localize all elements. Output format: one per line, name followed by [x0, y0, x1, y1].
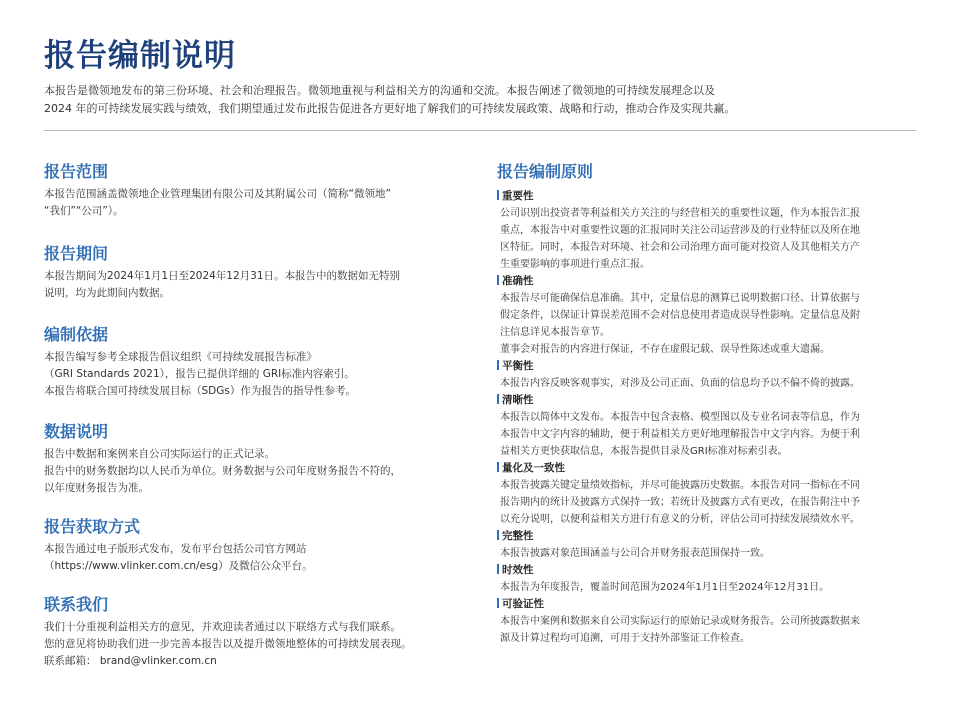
section-line: “我们”“公司”）。 — [44, 205, 124, 217]
principle-line: 本报告为年度报告，覆盖时间范围为2024年1月1日至2024年12月31日。 — [500, 582, 830, 593]
principle-name: 完整性 — [502, 530, 534, 542]
section-body — [44, 349, 474, 400]
principle-name: 平衡性 — [502, 360, 534, 372]
intro-paragraph — [44, 82, 924, 118]
section-period — [44, 244, 474, 302]
principle-name: 量化及一致性 — [502, 462, 565, 474]
section-line: 您的意见将协助我们进一步完善本报告以及提升微领地整体的可持续发展表现。 — [44, 638, 412, 650]
principle-line: 公司识别出投资者等利益相关方关注的与经营相关的重要性议题，作为本报告汇报 — [500, 208, 860, 219]
principle-body — [497, 613, 922, 647]
section-title: 报告获取方式 — [44, 517, 141, 536]
principle-accuracy — [497, 273, 922, 358]
principles-title: 报告编制原则 — [497, 162, 594, 181]
section-line[interactable]: 联系邮箱： brand@vlinker.com.cn — [44, 655, 217, 667]
section-body — [44, 446, 474, 497]
principle-line: 本报告中案例和数据来自公司实际运行的原始记录或财务报告。公司所披露数据来 — [500, 616, 860, 627]
principle-line: 重点，本报告中对重要性议题的汇报同时关注公司运营涉及的行业特征以及所在地 — [500, 225, 860, 236]
principle-line: 源及计算过程均可追溯，可用于支持外部鉴证工作检查。 — [500, 633, 750, 644]
section-line: 本报告通过电子版形式发布，发布平台包括公司官方网站 — [44, 543, 307, 555]
principle-line: 区特征。同时，本报告对环境、社会和公司治理方面可能对投资人及其他相关方产 — [500, 242, 860, 253]
principle-line: 报告期内的统计及披露方式保持一致；若统计及披露方式有更改，在报告附注中予 — [500, 497, 860, 508]
principle-timeliness — [497, 562, 922, 596]
section-contact — [44, 595, 474, 670]
section-title: 报告期间 — [44, 244, 109, 263]
accent-bar — [497, 394, 499, 404]
principle-name: 准确性 — [502, 275, 534, 287]
principle-line: 董事会对报告的内容进行保证，不存在虚假记载、误导性陈述或重大遗漏。 — [500, 344, 830, 355]
principle-line: 本报告以简体中文发布。本报告中包含表格、模型图以及专业名词表等信息，作为 — [500, 412, 860, 423]
accent-bar — [497, 598, 499, 608]
principle-body — [497, 579, 922, 596]
section-title: 编制依据 — [44, 325, 109, 344]
section-body — [44, 186, 474, 220]
section-line: 报告中的财务数据均以人民币为单位。财务数据与公司年度财务报告不符的， — [44, 465, 401, 477]
section-line: （https://www.vlinker.com.cn/esg）及微信公众平台。 — [44, 560, 313, 572]
section-line: 以年度财务报告为准。 — [44, 482, 149, 494]
principle-line: 本报告尽可能确保信息准确。其中，定量信息的测算已说明数据口径、计算依据与 — [500, 293, 860, 304]
section-line: 我们十分重视利益相关方的意见，并欢迎读者通过以下联络方式与我们联系。 — [44, 621, 401, 633]
accent-bar — [497, 360, 499, 370]
principle-name: 可验证性 — [502, 598, 544, 610]
section-line: 本报告范围涵盖微领地企业管理集团有限公司及其附属公司（简称“微领地” — [44, 188, 391, 200]
principle-name: 时效性 — [502, 564, 534, 576]
principle-line: 生重要影响的事项进行重点汇报。 — [500, 259, 650, 270]
principle-balance — [497, 358, 922, 392]
principle-line: 本报告中文字内容的辅助，便于利益相关方更好地理解报告中文字内容。为便于利 — [500, 429, 860, 440]
section-body — [44, 541, 474, 575]
principle-line: 益相关方更快获取信息，本报告提供目录及GRI标准对标索引表。 — [500, 446, 788, 457]
principle-line: 假定条件，以保证计算误差范围不会对信息使用者造成误导性影响。定量信息及附 — [500, 310, 860, 321]
principle-body — [497, 375, 922, 392]
section-title: 数据说明 — [44, 422, 109, 441]
section-line: （GRI Standards 2021），报告已提供详细的 GRI标准内容索引。 — [44, 368, 355, 380]
section-access — [44, 517, 474, 575]
section-line: 本报告编写参考全球报告倡议组织《可持续发展报告标准》 — [44, 351, 317, 363]
principle-body — [497, 545, 922, 562]
principle-line: 以充分说明，以便利益相关方进行有意义的分析，评估公司可持续发展绩效水平。 — [500, 514, 860, 525]
divider — [44, 130, 916, 131]
section-line: 本报告将联合国可持续发展目标（SDGs）作为报告的指导性参考。 — [44, 385, 356, 397]
principle-body — [497, 290, 922, 358]
intro-line: 2024 年的可持续发展实践与绩效，我们期望通过发布此报告促进各方更好地了解我们的可持续发展政策、战略和行动，推动合作及实现共赢。 — [44, 102, 736, 115]
principle-body — [497, 409, 922, 460]
accent-bar — [497, 564, 499, 574]
page-title: 报告编制说明 — [44, 38, 236, 74]
section-line: 本报告期间为2024年1月1日至2024年12月31日。本报告中的数据如无特别 — [44, 270, 401, 282]
right-column — [497, 162, 922, 647]
principle-verifiability — [497, 596, 922, 647]
section-title: 报告范围 — [44, 162, 109, 181]
principle-line: 本报告内容反映客观事实，对涉及公司正面、负面的信息均予以不偏不倚的披露。 — [500, 378, 860, 389]
principle-completeness — [497, 528, 922, 562]
accent-bar — [497, 190, 499, 200]
principle-quantification — [497, 460, 922, 528]
accent-bar — [497, 462, 499, 472]
principle-line: 本报告披露对象范围涵盖与公司合并财务报表范围保持一致。 — [500, 548, 770, 559]
accent-bar — [497, 275, 499, 285]
section-line: 说明，均为此期间内数据。 — [44, 287, 170, 299]
principle-materiality — [497, 188, 922, 273]
principle-line: 本报告披露关键定量绩效指标，并尽可能披露历史数据。本报告对同一指标在不同 — [500, 480, 860, 491]
section-body — [44, 619, 474, 670]
section-scope — [44, 162, 474, 220]
section-body — [44, 268, 474, 302]
section-data — [44, 422, 474, 497]
principle-body — [497, 205, 922, 273]
principle-body — [497, 477, 922, 528]
principle-line: 注信息详见本报告章节。 — [500, 327, 610, 338]
principle-clarity — [497, 392, 922, 460]
section-line: 报告中数据和案例来自公司实际运行的正式记录。 — [44, 448, 275, 460]
section-basis — [44, 325, 474, 400]
accent-bar — [497, 530, 499, 540]
intro-line: 本报告是微领地发布的第三份环境、社会和治理报告。微领地重视与利益相关方的沟通和交流。本报告阐述了微领地的可持续发展理念以及 — [44, 84, 715, 97]
principle-name: 重要性 — [502, 190, 534, 202]
section-title: 联系我们 — [44, 595, 109, 614]
principle-name: 清晰性 — [502, 394, 534, 406]
